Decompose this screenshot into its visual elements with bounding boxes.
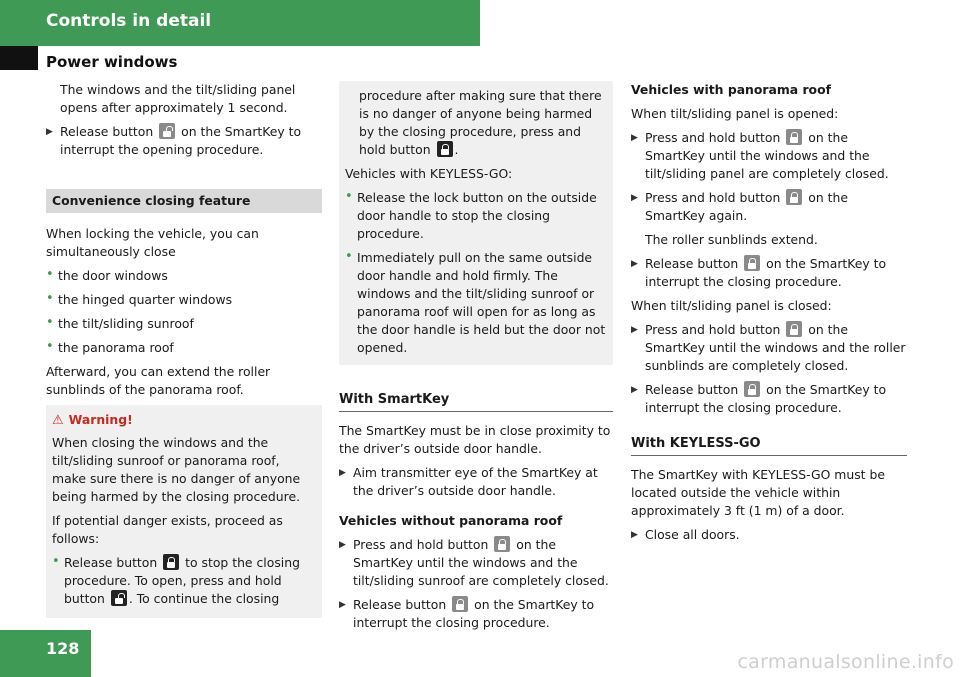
warning-text: When closing the windows and the tilt/sliding sunroof or panorama roof, make sure there is no danger of anyone being harmed by the closing procedure.: [52, 435, 301, 504]
step-release-opening: ▶ Release button on the SmartKey to interrupt the opening procedure.: [46, 124, 302, 157]
arrow-icon: ▶: [631, 385, 638, 395]
list-item: • the panorama roof: [46, 339, 174, 355]
warning-box: [46, 405, 322, 618]
step-release: ▶ Release button on the SmartKey to interrupt the closing procedure.: [631, 382, 887, 415]
bullet-icon: •: [345, 249, 353, 264]
bullet-icon: •: [52, 554, 60, 569]
arrow-icon: ▶: [631, 133, 638, 143]
convenience-heading: Convenience closing feature: [46, 189, 322, 213]
intro-text: The windows and the tilt/sliding panel opens after approximately 1 second.: [60, 82, 296, 115]
warning-continued-text: procedure after making sure that there is no danger of anyone being harmed by the closing procedure, press and hold button .: [359, 88, 602, 157]
warning-title: ⚠ Warning!: [52, 412, 133, 428]
column-3: [631, 81, 907, 550]
lock-button-icon: [744, 255, 760, 271]
step-close-doors: ▶ Close all doors.: [631, 527, 740, 542]
chapter-title: Controls in detail: [46, 11, 212, 31]
lock-button-icon: [744, 381, 760, 397]
step-aim-transmitter: ▶ Aim transmitter eye of the SmartKey at the driver’s outside door handle.: [339, 465, 598, 498]
page-number: 128: [46, 639, 80, 658]
step-press-hold: ▶ Press and hold button on the SmartKey until the windows and the tilt/sliding panel are completely closed.: [631, 130, 889, 181]
step-press-hold: ▶ Press and hold button on the SmartKey until the windows and the roller sunblinds are completely closed.: [631, 322, 906, 373]
list-item: • the tilt/sliding sunroof: [46, 315, 194, 331]
lock-button-icon: [452, 596, 468, 612]
section-tab-marker: [0, 46, 38, 70]
step-press-hold: ▶ Press and hold button on the SmartKey until the windows and the tilt/sliding sunroof are completely closed.: [339, 537, 609, 588]
no-panorama-label: Vehicles without panorama roof: [339, 513, 563, 528]
lock-button-icon: [786, 129, 802, 145]
closed-label: When tilt/sliding panel is closed:: [631, 298, 832, 313]
list-item: • the door windows: [46, 267, 168, 283]
section-title: Power windows: [46, 53, 178, 71]
arrow-icon: ▶: [339, 600, 346, 610]
step-press-hold-again: ▶ Press and hold button on the SmartKey again.: [631, 190, 848, 223]
smartkey-text: The SmartKey must be in close proximity to the driver’s outside door handle.: [339, 423, 611, 456]
warning-bullet: • Release button to stop the closing procedure. To open, press and hold button . To continue the closing: [52, 554, 300, 606]
step-note: The roller sunblinds extend.: [645, 232, 818, 247]
keyless-label: Vehicles with KEYLESS-GO:: [345, 166, 513, 181]
bullet-icon: •: [46, 291, 54, 306]
step-release: ▶ Release button on the SmartKey to interrupt the closing procedure.: [339, 597, 595, 630]
watermark: carmanualsonline.info: [737, 651, 954, 673]
lock-button-icon: [786, 321, 802, 337]
bullet-icon: •: [46, 339, 54, 354]
panorama-label: Vehicles with panorama roof: [631, 82, 831, 97]
afterward-text: Afterward, you can extend the roller sunblinds of the panorama roof.: [46, 364, 271, 397]
smartkey-heading: With SmartKey: [339, 391, 613, 412]
keyless-go-text: The SmartKey with KEYLESS-GO must be located outside the vehicle within approximately 3 ft (1 m) of a door.: [631, 467, 885, 518]
warning-continued-box: [339, 81, 613, 365]
bullet-icon: •: [46, 267, 54, 282]
arrow-icon: ▶: [631, 259, 638, 269]
opened-label: When tilt/sliding panel is opened:: [631, 106, 839, 121]
arrow-icon: ▶: [46, 127, 53, 137]
column-2: [339, 81, 613, 638]
convenience-text: When locking the vehicle, you can simultaneously close: [46, 226, 259, 259]
warning-text: If potential danger exists, proceed as follows:: [52, 513, 283, 546]
arrow-icon: ▶: [339, 540, 346, 550]
arrow-icon: ▶: [631, 193, 638, 203]
bullet-icon: •: [46, 315, 54, 330]
unlock-button-icon: [111, 590, 127, 606]
keyless-go-heading: With KEYLESS-GO: [631, 435, 907, 456]
step-release: ▶ Release button on the SmartKey to interrupt the closing procedure.: [631, 256, 887, 289]
warning-triangle-icon: ⚠: [52, 413, 64, 428]
lock-button-icon: [786, 189, 802, 205]
column-1: [46, 81, 322, 618]
unlock-button-icon: [159, 123, 175, 139]
lock-button-icon: [163, 554, 179, 570]
lock-button-icon: [437, 141, 453, 157]
arrow-icon: ▶: [631, 325, 638, 335]
arrow-icon: ▶: [339, 468, 346, 478]
arrow-icon: ▶: [631, 530, 638, 540]
bullet-icon: •: [345, 189, 353, 204]
lock-button-icon: [494, 536, 510, 552]
list-item: • the hinged quarter windows: [46, 291, 233, 307]
list-item: • Immediately pull on the same outside door handle and hold firmly. The windows and the tilt/sliding sunroof or panorama roof will open for as long as the door handle is held but the door not opened.: [345, 249, 606, 355]
list-item: • Release the lock button on the outside door handle to stop the closing procedure.: [345, 189, 597, 241]
